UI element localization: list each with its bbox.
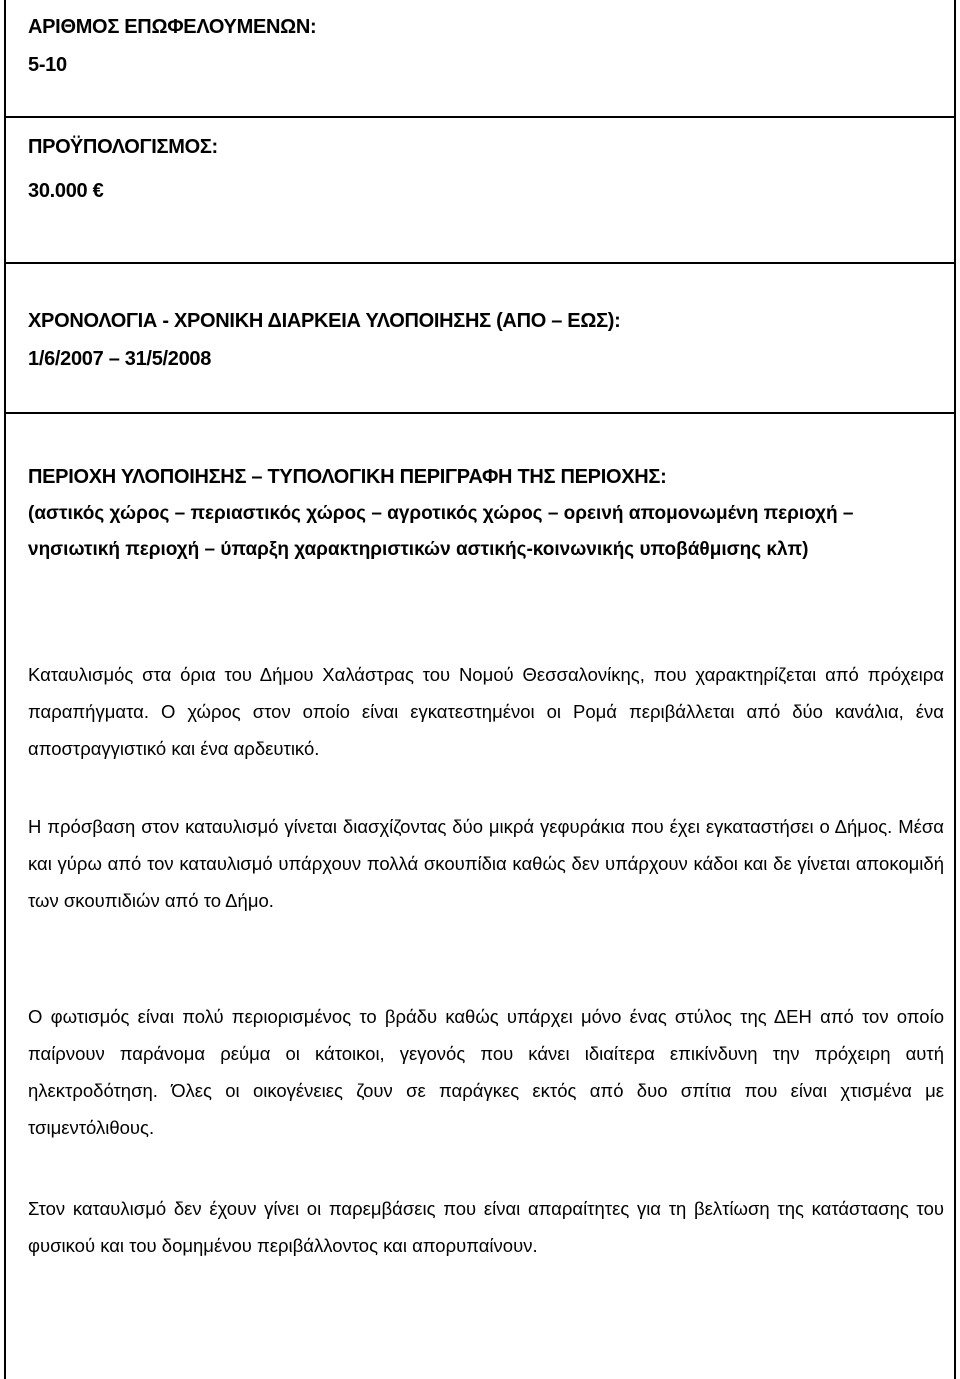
beneficiaries-value: 5-10 xyxy=(28,54,67,76)
budget-value: 30.000 € xyxy=(28,180,104,202)
area-label: ΠΕΡΙΟΧΗ ΥΛΟΠΟΙΗΣΗΣ – ΤΥΠΟΛΟΓΙΚΗ ΠΕΡΙΓΡΑΦΗ ΤΗΣ ΠΕΡΙΟΧΗΣ: xyxy=(28,466,667,488)
timeline-label: ΧΡΟΝΟΛΟΓΙΑ - ΧΡΟΝΙΚΗ ΔΙΑΡΚΕΙΑ ΥΛΟΠΟΙΗΣΗΣ (ΑΠΟ – ΕΩΣ): xyxy=(28,310,621,332)
divider-3 xyxy=(4,412,956,414)
area-paragraph-4: Στον καταυλισμό δεν έχουν γίνει οι παρεμβάσεις που είναι απαραίτητες για τη βελτίωση της κατάστασης του φυσικού και του δομημένου περιβάλλοντος και απορυπαίνουν. xyxy=(28,1198,944,1256)
area-paragraph-3: Ο φωτισμός είναι πολύ περιορισμένος το βράδυ καθώς υπάρχει μόνο ένας στύλος της ΔΕΗ από τον οποίο παίρνουν παράνομα ρεύμα οι κάτοικοι, γεγονός που κάνει ιδιαίτερα επικίνδυνη την πρόχειρη αυτή ηλεκτροδότηση. Όλες οι οικογένειες ζουν σε παράγκες εκτός από δυο σπίτια που είναι χτισμένα με τσιμεντόλιθους. xyxy=(28,1006,944,1138)
budget-label: ΠΡΟΫΠΟΛΟΓΙΣΜΟΣ: xyxy=(28,136,218,158)
beneficiaries-label: ΑΡΙΘΜΟΣ ΕΠΩΦΕΛΟΥΜΕΝΩΝ: xyxy=(28,16,317,38)
right-border xyxy=(954,0,956,1379)
divider-2 xyxy=(4,262,956,264)
area-paragraph-2: Η πρόσβαση στον καταυλισμό γίνεται διασχίζοντας δύο μικρά γεφυράκια που έχει εγκαταστήσει ο Δήμος. Μέσα και γύρω από τον καταυλισμό υπάρχουν πολλά σκουπίδια καθώς δεν υπάρχουν κάδοι και δε γίνεται αποκομιδή των σκουπιδιών από το Δήμο. xyxy=(28,816,944,911)
cell-border-left xyxy=(4,0,6,1379)
divider-1 xyxy=(4,116,956,118)
timeline-value: 1/6/2007 – 31/5/2008 xyxy=(28,348,212,370)
area-paragraph-1: Καταυλισμός στα όρια του Δήμου Χαλάστρας του Νομού Θεσσαλονίκης, που χαρακτηρίζεται από πρόχειρα παραπήγματα. Ο χώρος στον οποίο είναι εγκατεστημένοι οι Ρομά περιβάλλεται από δύο κανάλια, ένα αποστραγγιστικό και ένα αρδευτικό. xyxy=(28,664,944,759)
area-type-description: (αστικός χώρος – περιαστικός χώρος – αγροτικός χώρος – ορεινή απομονωμένη περιοχή – νησιωτική περιοχή – ύπαρξη χαρακτηριστικών αστικής-κοινωνικής υποβάθμισης κλπ) xyxy=(28,503,854,560)
